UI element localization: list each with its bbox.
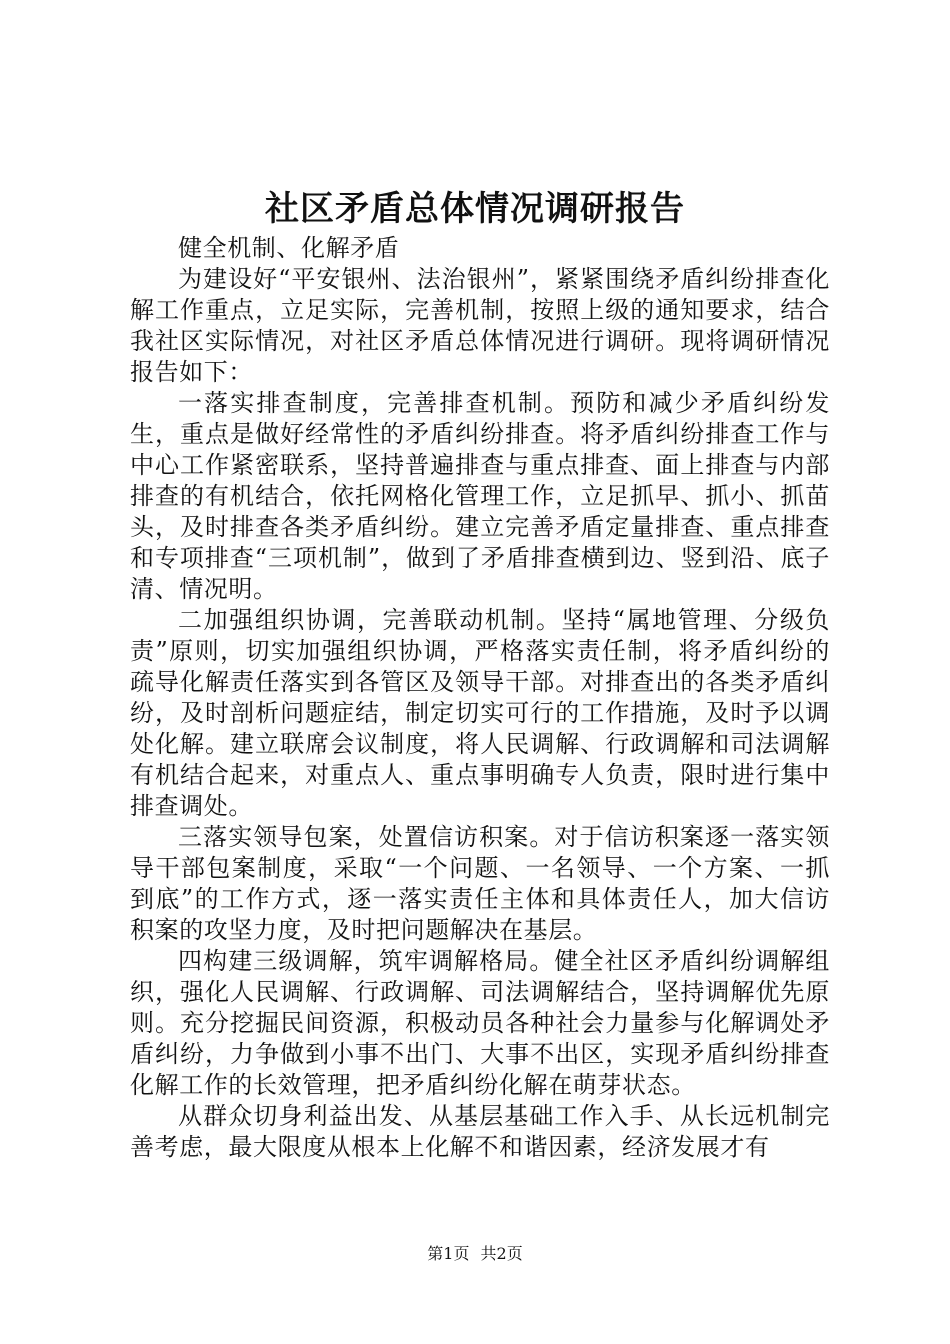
paragraph-heading: 健全机制、化解矛盾 [178, 234, 400, 262]
paragraph-section-3: 三落实领导包案，处置信访积案。对于信访积案逐一落实领导干部包案制度，采取“一个问题、一名领导、一个方案、一抓到底”的工作方式，逐一落实责任主体和具体责任人，加大信访积案的攻坚力度，及时把问题解决在基层。 [130, 823, 830, 944]
page-footer [0, 1244, 950, 1264]
document-title: 社区矛盾总体情况调研报告 [265, 189, 685, 229]
document-body [130, 233, 830, 1163]
page-number-total: 共2页 [480, 1244, 523, 1263]
page-number-current: 第1页 [427, 1244, 470, 1263]
paragraph-section-4: 四构建三级调解，筑牢调解格局。健全社区矛盾纠纷调解组织，强化人民调解、行政调解、司法调解结合，坚持调解优先原则。充分挖掘民间资源，积极动员各种社会力量参与化解调处矛盾纠纷，力争做到小事不出门、大事不出区，实现矛盾纠纷排查化解工作的长效管理，把矛盾纠纷化解在萌芽状态。 [130, 947, 830, 1099]
paragraph-section-2: 二加强组织协调，完善联动机制。坚持“属地管理、分级负责”原则，切实加强组织协调，严格落实责任制，将矛盾纠纷的疏导化解责任落实到各管区及领导干部。对排查出的各类矛盾纠纷，及时剖析问题症结，制定切实可行的工作措施，及时予以调处化解。建立联席会议制度，将人民调解、行政调解和司法调解有机结合起来，对重点人、重点事明确专人负责，限时进行集中排查调处。 [130, 606, 830, 820]
paragraph-section-1: 一落实排查制度，完善排查机制。预防和减少矛盾纠纷发生，重点是做好经常性的矛盾纠纷排查。将矛盾纠纷排查工作与中心工作紧密联系，坚持普遍排查与重点排查、面上排查与内部排查的有机结合，依托网格化管理工作，立足抓早、抓小、抓苗头，及时排查各类矛盾纠纷。建立完善矛盾定量排查、重点排查和专项排查“三项机制”，做到了矛盾排查横到边、竖到沿、底子清、情况明。 [130, 389, 830, 603]
paragraph-intro: 为建设好“平安银州、法治银州”，紧紧围绕矛盾纠纷排查化解工作重点，立足实际，完善机制，按照上级的通知要求，结合我社区实际情况，对社区矛盾总体情况进行调研。现将调研情况报告如下： [130, 265, 830, 386]
paragraph-conclusion: 从群众切身利益出发、从基层基础工作入手、从长远机制完善考虑，最大限度从根本上化解不和谐因素，经济发展才有 [130, 1102, 830, 1161]
